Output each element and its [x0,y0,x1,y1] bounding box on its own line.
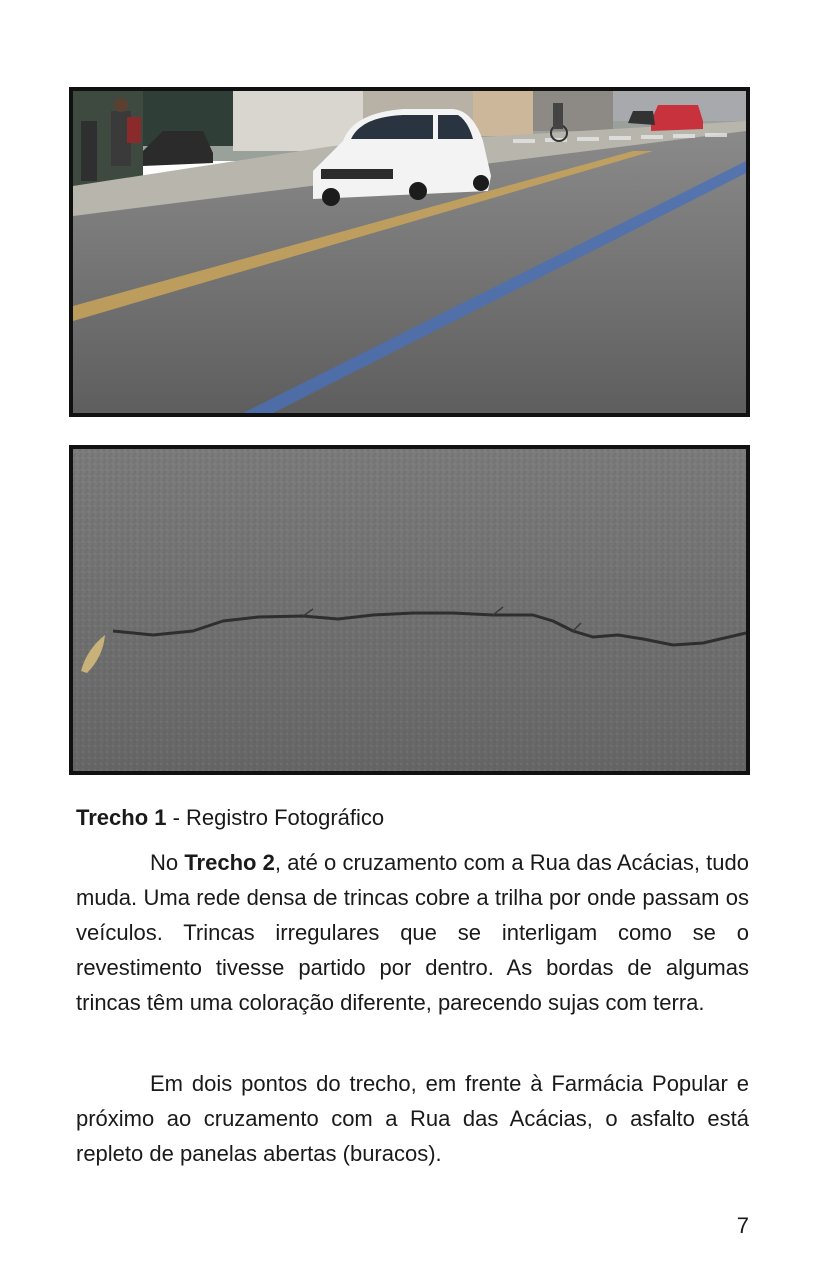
crack-photo [69,445,750,775]
paragraph: Em dois pontos do trecho, em frente à Farmácia Popular e próximo ao cruzamento com a Rua das Acácias, o asfalto está repleto de panelas abertas (buracos). [76,1071,749,1166]
paragraph-post: , até o cruzamento com a Rua das Acácias, tudo muda. Uma rede densa de trincas cobre a trilha por onde passam os veículos. Trincas irregulares que se interligam como se o revestimento tivesse partido por dentro. As bordas de algumas trincas têm uma coloração diferente, parecendo sujas com terra. [76,850,749,1015]
paragraph [76,845,749,1020]
paragraph-bold: Trecho 2 [184,850,275,875]
paragraph-pre: No [150,850,185,875]
street-photo [69,87,750,417]
page-number: 7 [736,1213,749,1238]
caption-text: - Registro Fotográfico [166,805,385,830]
caption-bold: Trecho 1 [76,805,167,830]
figure-caption [76,804,384,832]
